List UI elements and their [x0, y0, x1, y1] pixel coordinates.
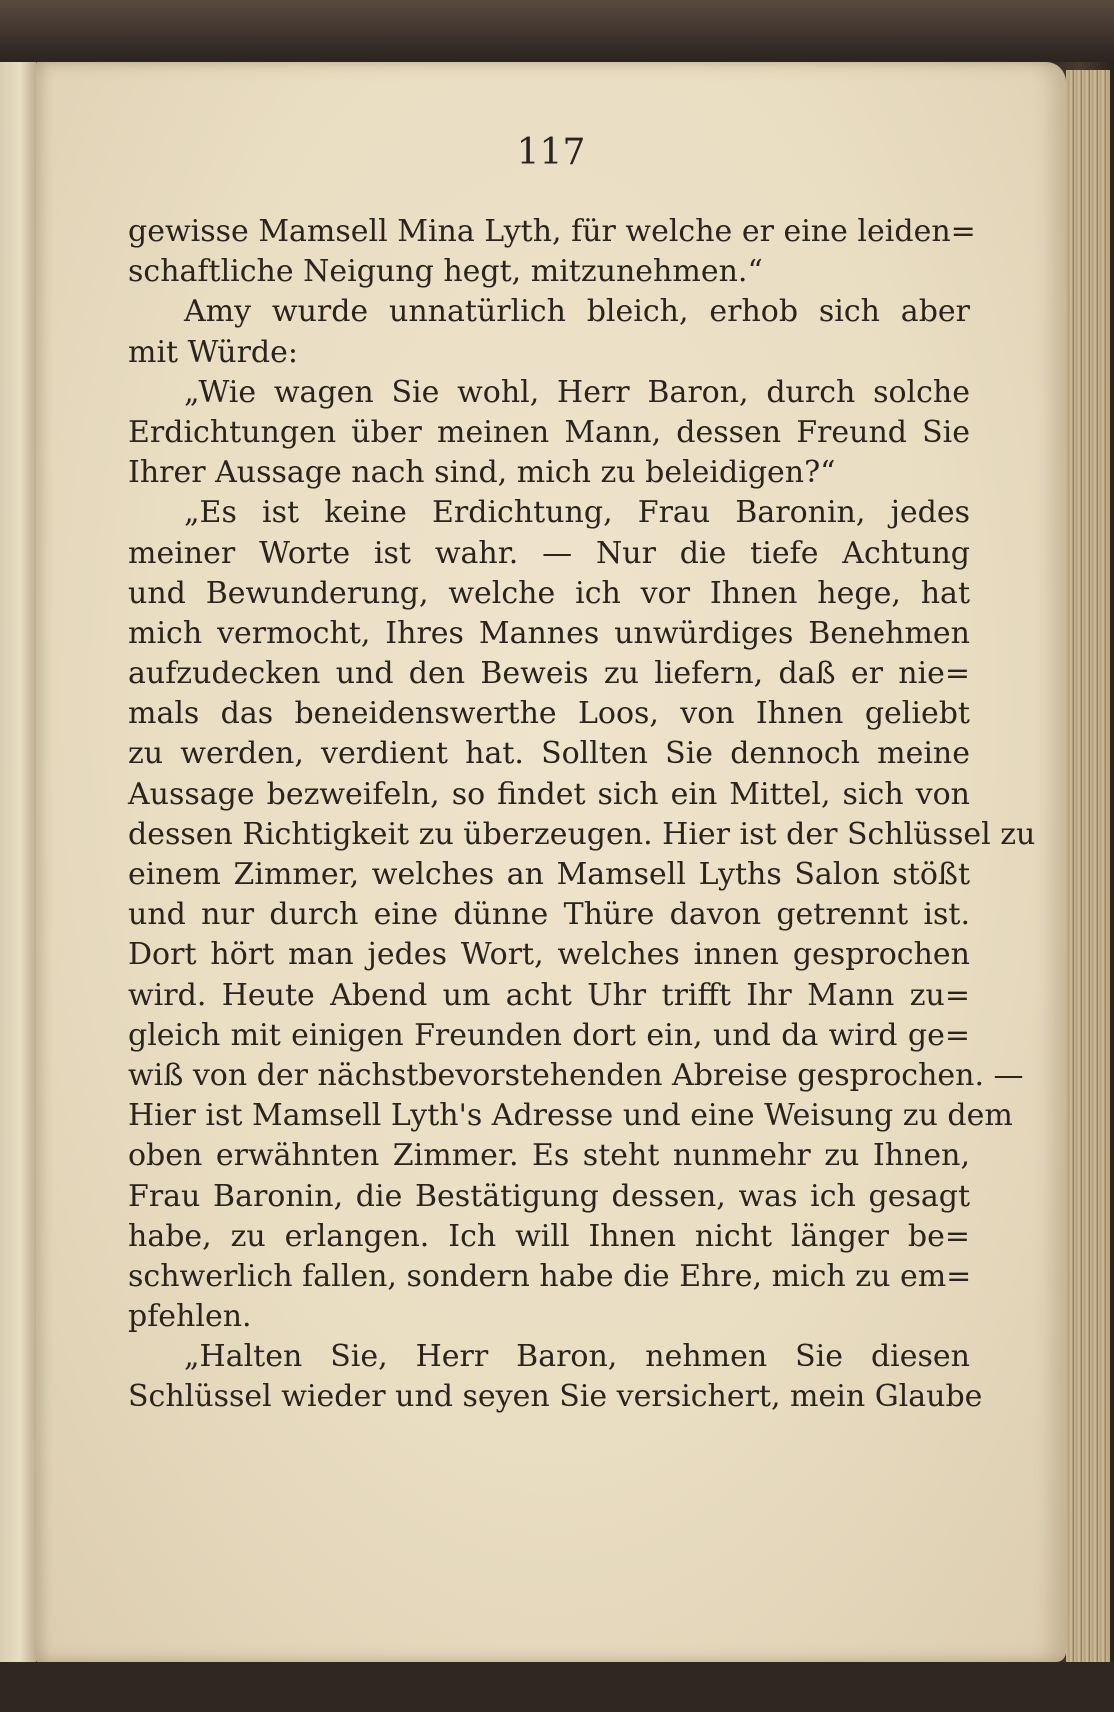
text-line: Frau Baronin, die Bestätigung dessen, was ich gesagt: [128, 1178, 970, 1214]
text-line: gleich mit einigen Freunden dort ein, und da wird ge=: [128, 1017, 970, 1053]
text-line: gewisse Mamsell Mina Lyth, für welche er eine leiden=: [128, 214, 976, 249]
body-text: [128, 212, 1036, 1418]
text-line: Ihrer Aussage nach sind, mich zu beleidigen?“: [128, 455, 836, 491]
text-line: einem Zimmer, welches an Mamsell Lyths Salon stößt: [128, 857, 970, 892]
text-line: und nur durch eine dünne Thüre davon getrennt ist.: [128, 897, 970, 933]
facing-page-strip: [0, 62, 36, 1662]
text-line: Aussage bezweifeln, so findet sich ein Mittel, sich von: [128, 776, 970, 812]
text-line: wird. Heute Abend um acht Uhr trifft Ihr Mann zu=: [128, 977, 970, 1013]
text-line: mit Würde:: [128, 334, 298, 370]
text-line: pfehlen.: [128, 1299, 252, 1335]
text-line: Erdichtungen über meinen Mann, dessen Freund Sie: [128, 414, 970, 450]
text-line: zu werden, verdient hat. Sollten Sie dennoch meine: [128, 736, 970, 772]
book-page: [36, 62, 1066, 1662]
text-line: schaftliche Neigung hegt, mitzunehmen.“: [128, 254, 763, 290]
page-number: 117: [516, 132, 586, 173]
text-line: aufzudecken und den Beweis zu liefern, daß er nie=: [128, 656, 970, 692]
text-line: oben erwähnten Zimmer. Es steht nunmehr zu Ihnen,: [128, 1138, 970, 1174]
text-line: und Bewunderung, welche ich vor Ihnen hege, hat: [128, 575, 970, 611]
text-line: „Es ist keine Erdichtung, Frau Baronin, jedes: [184, 495, 970, 531]
text-line: Hier ist Mamsell Lyth's Adresse und eine Weisung zu dem: [128, 1098, 1013, 1134]
page-stack-edge: [1066, 70, 1110, 1670]
text-line: „Wie wagen Sie wohl, Herr Baron, durch solche: [184, 374, 970, 410]
text-line: Dort hört man jedes Wort, welches innen gesprochen: [128, 937, 970, 973]
text-line: dessen Richtigkeit zu überzeugen. Hier ist der Schlüssel zu: [128, 816, 1036, 852]
text-line: meiner Worte ist wahr. — Nur die tiefe Achtung: [128, 535, 970, 571]
text-line: habe, zu erlangen. Ich will Ihnen nicht länger be=: [128, 1218, 970, 1254]
text-line: „Halten Sie, Herr Baron, nehmen Sie diesen: [184, 1339, 970, 1375]
text-line: mich vermocht, Ihres Mannes unwürdiges Benehmen: [128, 615, 970, 651]
text-line: Schlüssel wieder und seyen Sie versichert, mein Glaube: [128, 1379, 983, 1415]
text-line: mals das beneidenswerthe Loos, von Ihnen geliebt: [128, 696, 970, 732]
text-line: Amy wurde unnatürlich bleich, erhob sich aber: [184, 294, 970, 330]
book-bottom-edge: [0, 1662, 1114, 1712]
text-line: schwerlich fallen, sondern habe die Ehre, mich zu em=: [128, 1258, 972, 1294]
text-line: wiß von der nächstbevorstehenden Abreise gesprochen. —: [128, 1057, 1024, 1093]
book-top-edge: [0, 0, 1114, 62]
